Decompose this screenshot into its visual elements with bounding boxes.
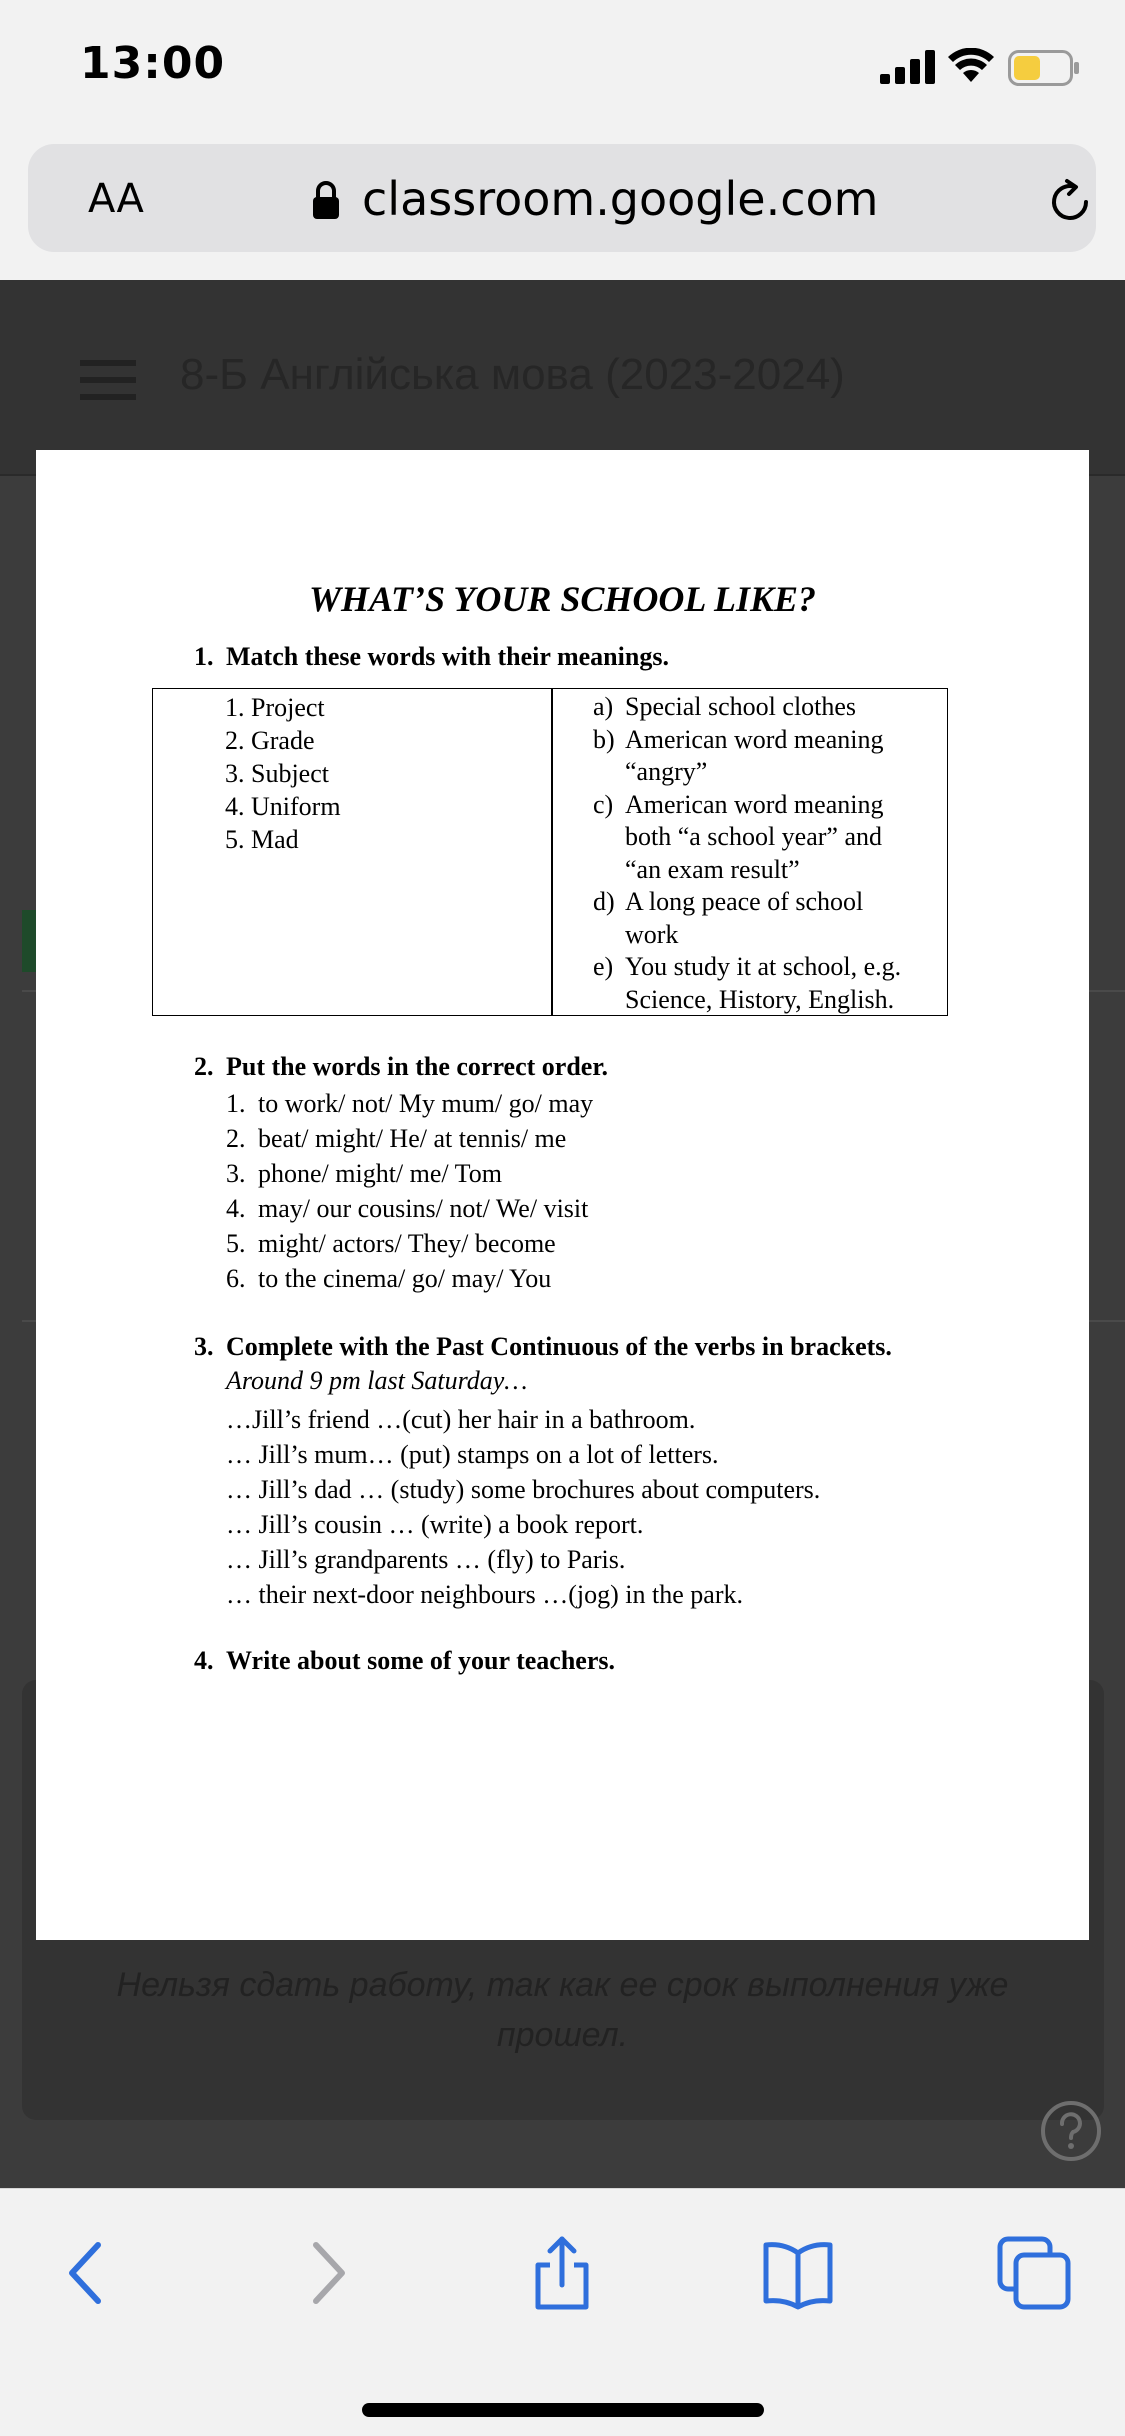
word-item: 5. Mad [225, 825, 299, 854]
meaning-line: American word meaning [625, 789, 884, 819]
section1-heading-text: Match these words with their meanings. [226, 642, 669, 671]
help-icon[interactable] [1040, 2100, 1102, 2162]
lock-icon [312, 180, 340, 220]
background-accent [22, 910, 36, 972]
sentence-item: … Jill’s cousin … (write) a book report. [226, 1510, 644, 1539]
section3-number: 3. [194, 1332, 214, 1361]
section2-number: 2. [194, 1052, 214, 1081]
browser-toolbar [0, 2188, 1125, 2436]
meaning-item [593, 724, 943, 789]
section1-number: 1. [194, 642, 214, 671]
item-text: might/ actors/ They/ become [258, 1229, 556, 1258]
item-text: may/ our cousins/ not/ We/ visit [258, 1194, 589, 1223]
item-number: 1. [226, 1089, 246, 1118]
meaning-label: e) [593, 952, 614, 981]
item-number: 3. [226, 1159, 246, 1188]
meaning-item [593, 951, 943, 1016]
battery-icon [1008, 50, 1080, 86]
sentence-item: … Jill’s dad … (study) some brochures about computers. [226, 1475, 821, 1504]
section3-intro: Around 9 pm last Saturday… [226, 1366, 528, 1395]
section4-heading [194, 1646, 615, 1676]
item-number: 5. [226, 1229, 246, 1258]
sentence-item: … Jill’s grandparents … (fly) to Paris. [226, 1545, 626, 1574]
meaning-line: You study it at school, e.g. [625, 952, 902, 981]
meaning-line: both “a school year” and [625, 822, 883, 851]
list-item [226, 1156, 593, 1191]
meanings-column [593, 691, 943, 1016]
past-continuous-list [226, 1402, 820, 1612]
section2-heading-text: Put the words in the correct order. [226, 1052, 608, 1081]
bookmarks-icon[interactable] [760, 2235, 836, 2311]
sentence-item: …Jill’s friend …(cut) her hair in a bathroom. [226, 1405, 696, 1434]
share-icon[interactable] [524, 2235, 600, 2311]
word-order-list [226, 1086, 593, 1296]
item-text: to work/ not/ My mum/ go/ may [258, 1089, 594, 1118]
sentence-item: … their next-door neighbours …(jog) in the park. [226, 1580, 743, 1609]
meaning-line: American word meaning [625, 724, 884, 754]
word-item: 4. Uniform [225, 792, 341, 821]
section4-heading-text: Write about some of your teachers. [226, 1646, 615, 1675]
status-bar [0, 0, 1125, 140]
section3-heading-text: Complete with the Past Continuous of the verbs in brackets. [226, 1332, 892, 1361]
section4-number: 4. [194, 1646, 214, 1675]
course-title: 8-Б Англійська мова (2023-2024) [180, 350, 845, 399]
meaning-line: A long peace of school [625, 887, 864, 916]
item-text: to the cinema/ go/ may/ You [258, 1264, 552, 1293]
item-text: beat/ might/ He/ at tennis/ me [258, 1124, 567, 1153]
meaning-line: Special school clothes [625, 692, 857, 721]
address-bar[interactable] [28, 144, 1096, 252]
table-divider [551, 689, 553, 1015]
reload-icon[interactable] [1046, 178, 1094, 226]
worksheet-document [36, 450, 1089, 1940]
meaning-item [593, 789, 943, 887]
word-item: 2. Grade [225, 726, 315, 755]
classroom-header [0, 280, 1125, 476]
back-icon[interactable] [48, 2235, 124, 2311]
meaning-line: Science, History, English. [625, 984, 895, 1014]
item-number: 6. [226, 1264, 246, 1293]
item-text: phone/ might/ me/ Tom [258, 1159, 502, 1188]
menu-icon[interactable] [80, 360, 136, 400]
section3-heading [194, 1332, 892, 1362]
forward-icon[interactable] [290, 2235, 366, 2311]
list-item [226, 1121, 593, 1156]
meaning-item [593, 691, 943, 724]
word-item: 3. Subject [225, 759, 329, 788]
words-column [225, 691, 341, 856]
tabs-icon[interactable] [996, 2235, 1072, 2311]
meaning-label: c) [593, 789, 614, 819]
list-item [226, 1191, 593, 1226]
meaning-line: “angry” [625, 757, 708, 786]
url-text[interactable]: classroom.google.com [362, 172, 879, 226]
cellular-signal-icon [880, 50, 936, 84]
home-indicator [362, 2403, 764, 2417]
section2-heading [194, 1052, 608, 1082]
wifi-icon [948, 48, 994, 84]
matching-table [152, 688, 948, 1016]
meaning-label: b) [593, 724, 615, 754]
list-item [226, 1226, 593, 1261]
item-number: 2. [226, 1124, 246, 1153]
late-submission-message: Нельзя сдать работу, так как ее срок выполнения уже прошел. [116, 1966, 1009, 2054]
meaning-label: d) [593, 887, 615, 916]
sentence-item: … Jill’s mum… (put) stamps on a lot of letters. [226, 1440, 719, 1469]
list-item [226, 1086, 593, 1121]
meaning-line: work [625, 919, 679, 949]
meaning-label: a) [593, 692, 614, 721]
item-number: 4. [226, 1194, 246, 1223]
text-size-button[interactable]: AA [88, 176, 144, 222]
meaning-line: “an exam result” [625, 854, 800, 884]
status-time: 13:00 [80, 38, 226, 89]
meaning-item [593, 886, 943, 951]
browser-address-area [0, 140, 1125, 280]
section1-heading [194, 642, 669, 672]
word-item: 1. Project [225, 693, 325, 722]
worksheet-title: WHAT’S YOUR SCHOOL LIKE? [308, 579, 817, 619]
list-item [226, 1261, 593, 1296]
